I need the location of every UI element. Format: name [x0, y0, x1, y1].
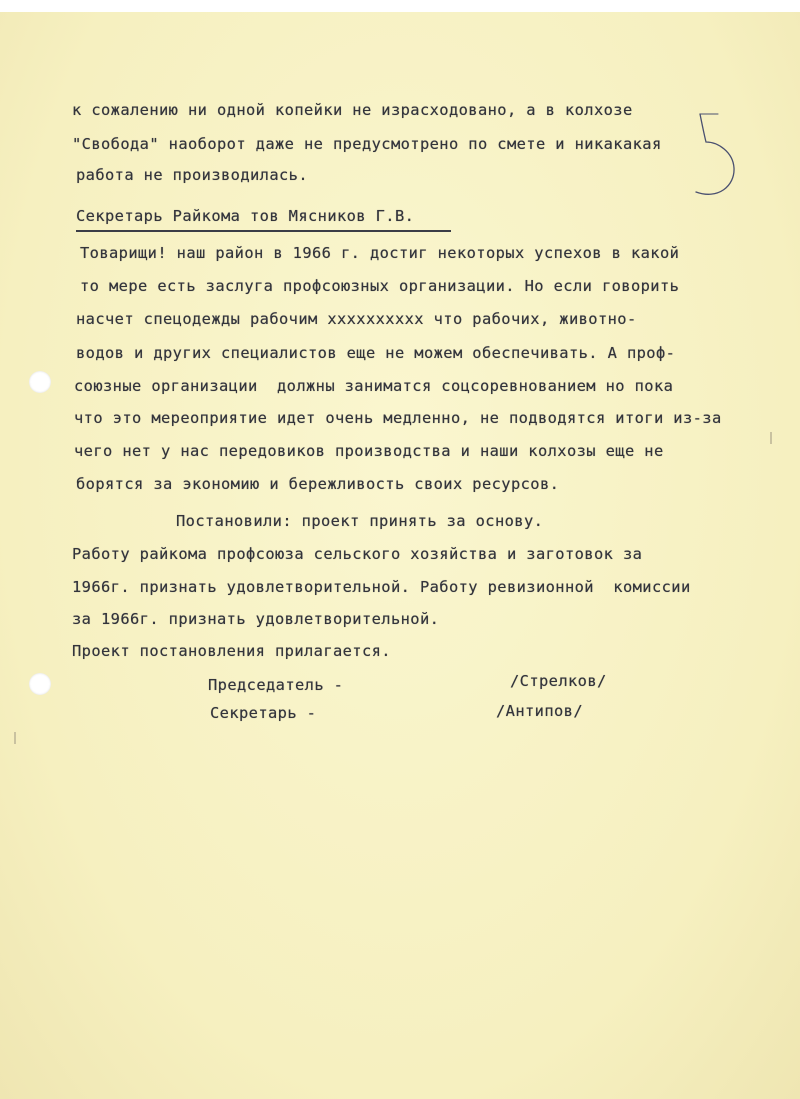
text-line: Работу райкома профсоюза сельского хозяйства и заготовок за: [72, 545, 643, 563]
speaker-heading: Секретарь Райкома тов Мясников Г.В.: [76, 207, 415, 225]
punch-hole: [29, 673, 51, 695]
text-line: то мере есть заслуга профсоюзных организации. Но если говорить: [80, 277, 680, 295]
text-line: Товарищи! наш район в 1966 г. достиг некоторых успехов в какой: [80, 244, 680, 262]
chairman-title: Председатель -: [208, 676, 344, 694]
paper-mark: [770, 432, 772, 444]
speaker-underline: [76, 230, 451, 232]
text-line: за 1966г. признать удовлетворительной.: [72, 610, 440, 628]
text-line: водов и других специалистов еще не можем обеспечивать. А проф-: [76, 344, 676, 362]
text-line: "Свобода" наоборот даже не предусмотрено по смете и никакакая: [72, 135, 662, 153]
chairman-name: /Стрелков/: [510, 672, 607, 690]
text-line: работа не производилась.: [76, 166, 308, 184]
text-line: союзные организации должны заниматся соцсоревнованием но пока: [74, 377, 674, 395]
text-line: Проект постановления прилагается.: [72, 642, 391, 660]
text-line: борятся за экономию и бережливость своих ресурсов.: [76, 475, 560, 493]
punch-hole: [29, 371, 51, 393]
paper-mark: [14, 732, 16, 744]
resolution-heading: Постановили: проект принять за основу.: [176, 512, 544, 530]
text-line: что это мереоприятие идет очень медленно, не подводятся итоги из-за: [74, 409, 722, 427]
handwritten-page-number: [678, 112, 748, 212]
text-line: 1966г. признать удовлетворительной. Работу ревизионной комиссии: [72, 578, 691, 596]
text-line: к сожалению ни одной копейки не израсходовано, а в колхозе: [72, 101, 633, 119]
text-line: насчет спецодежды рабочим хххххххххх что рабочих, животно-: [76, 310, 637, 328]
secretary-name: /Антипов/: [496, 702, 583, 720]
text-line: чего нет у нас передовиков производства и наши колхозы еще не: [74, 442, 664, 460]
document-page: [0, 12, 800, 1099]
secretary-title: Секретарь -: [210, 704, 317, 722]
